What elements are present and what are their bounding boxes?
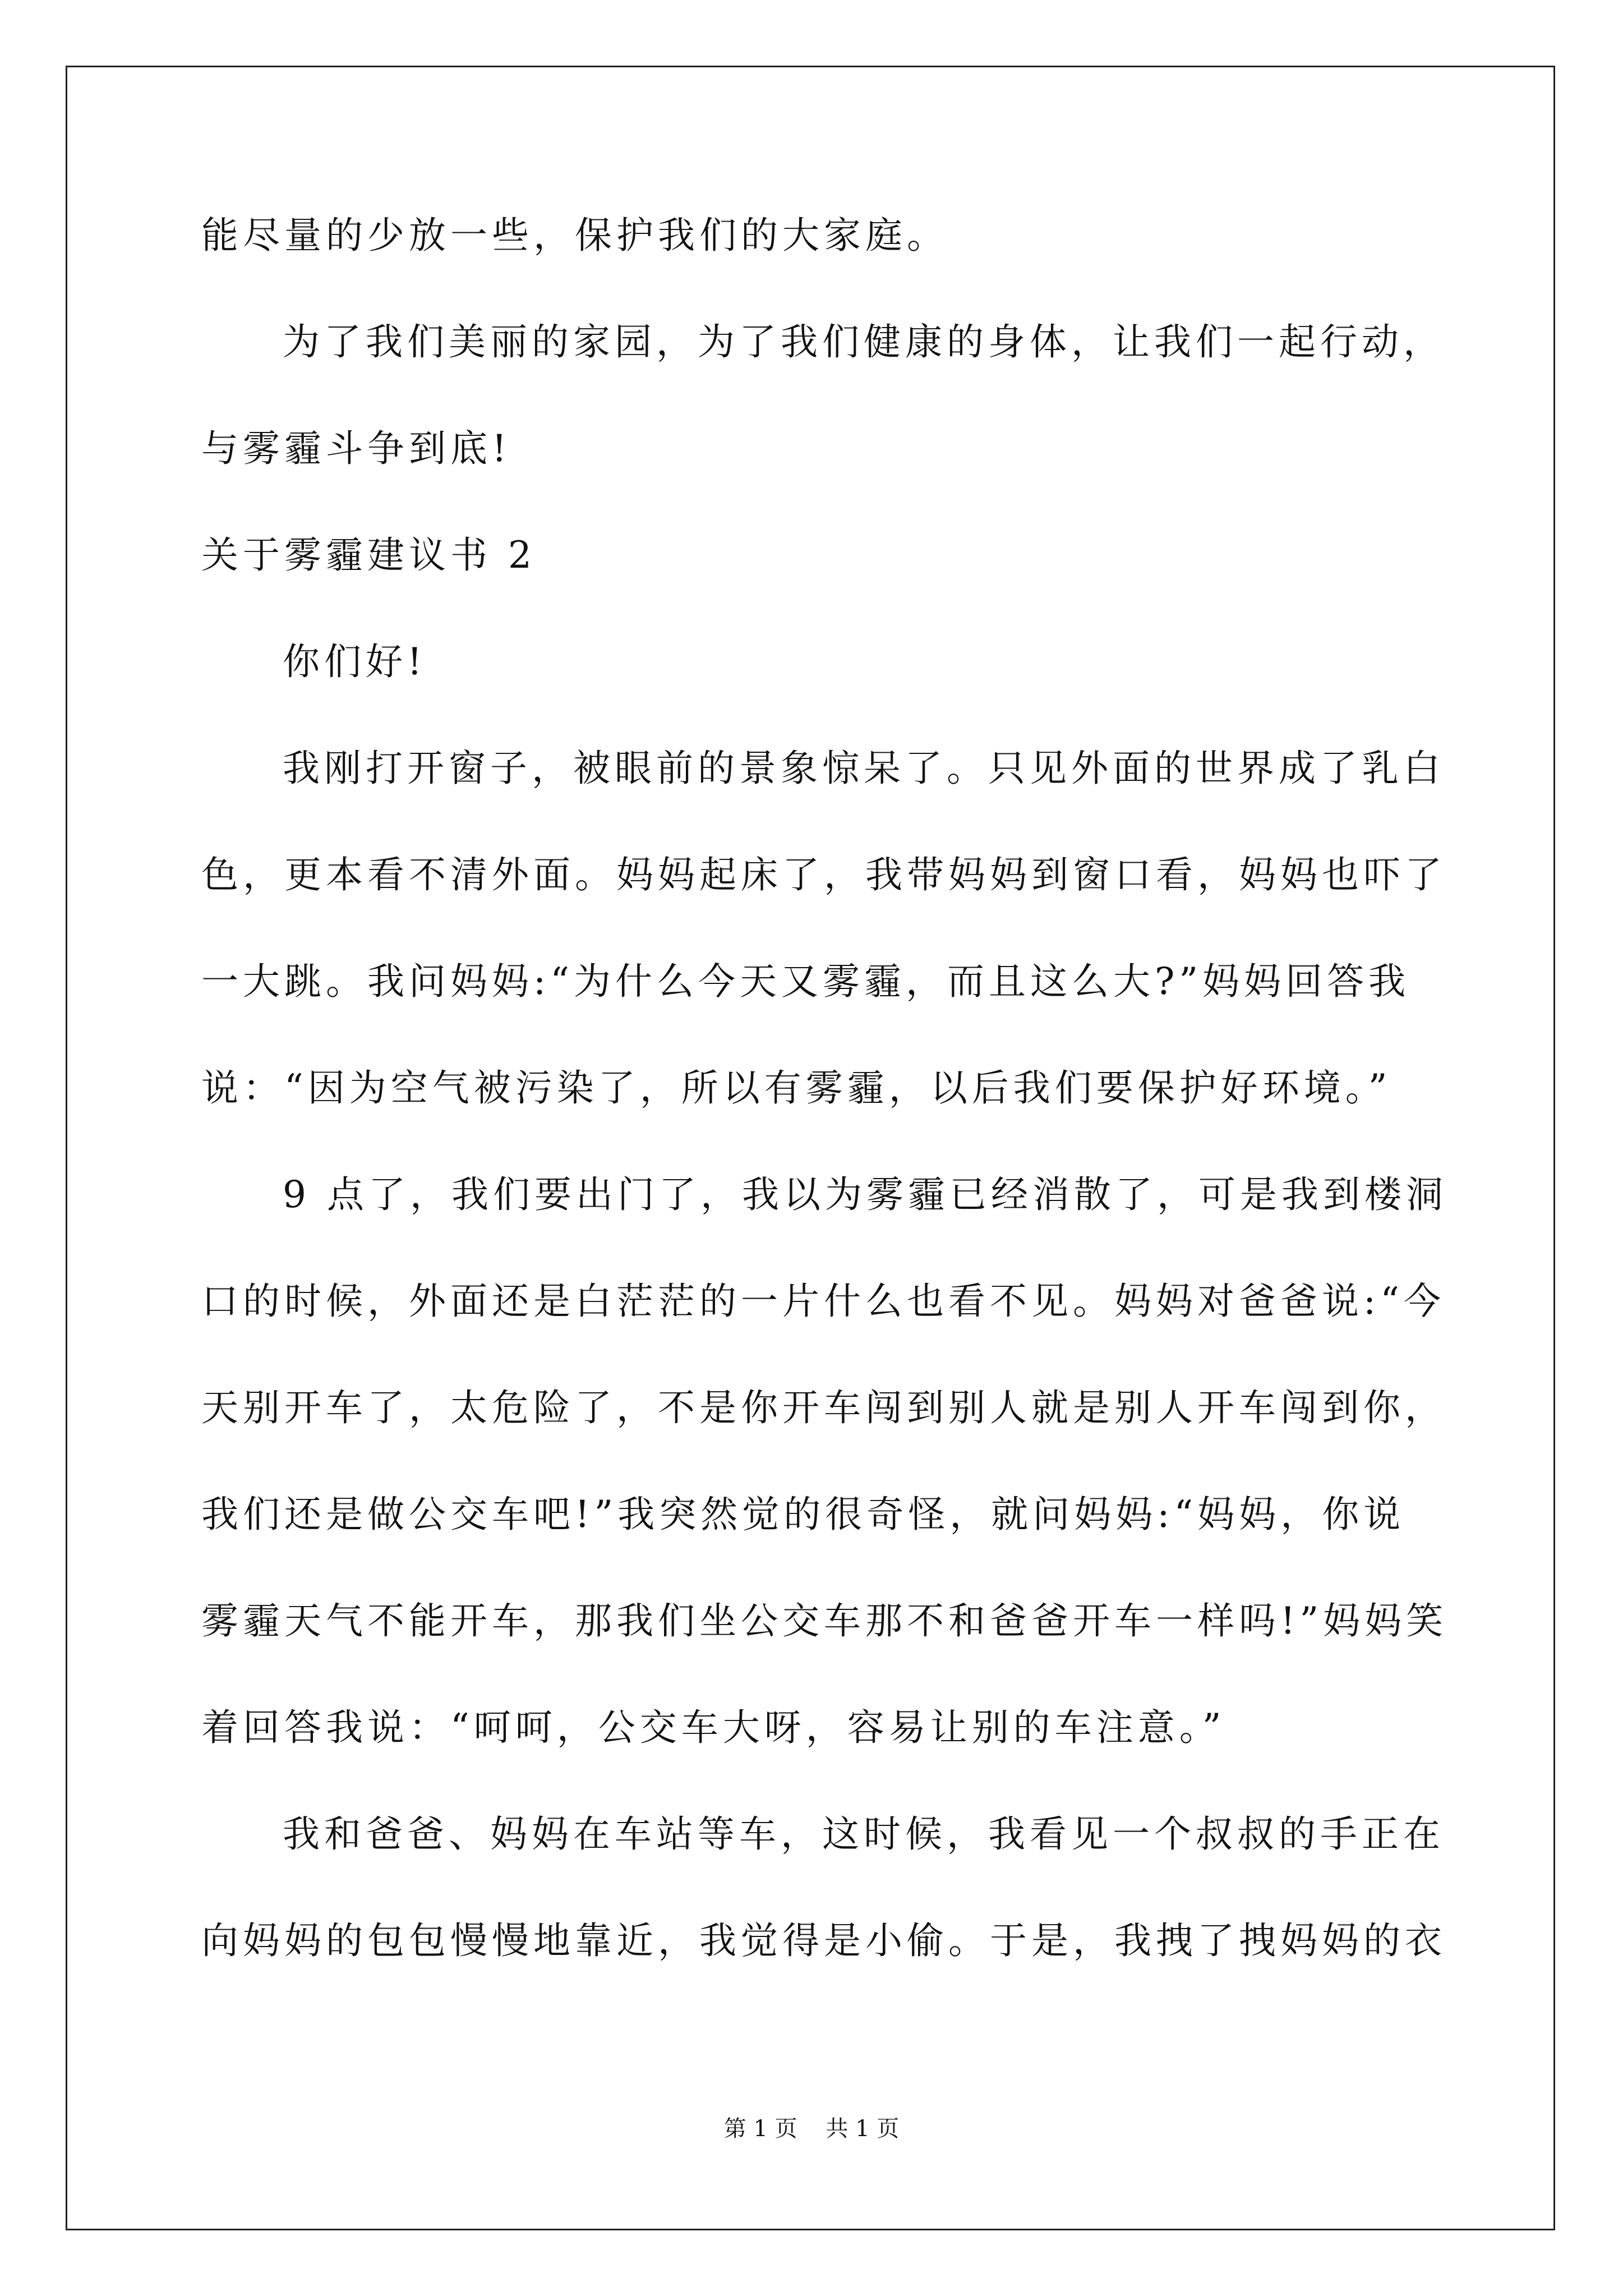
paragraph-line: 我们还是做公交车吧!”我突然觉的很奇怪，就问妈妈:“妈妈，你说 — [201, 1493, 1405, 1536]
page-border — [66, 66, 1555, 2230]
paragraph-line: 我刚打开窗子，被眼前的景象惊呆了。只见外面的世界成了乳白 — [283, 747, 1445, 790]
paragraph-line: 口的时候，外面还是白茫茫的一片什么也看不见。妈妈对爸爸说:“今 — [201, 1280, 1445, 1323]
paragraph-line: 天别开车了，太危险了，不是你开车闯到别人就是别人开车闯到你， — [201, 1386, 1446, 1429]
paragraph-line: 说：“因为空气被污染了，所以有雾霾，以后我们要保护好环境。” — [201, 1066, 1392, 1110]
paragraph-line: 着回答我说：“呵呵，公交车大呀，容易让别的车注意。” — [201, 1706, 1226, 1749]
paragraph-line: 我和爸爸、妈妈在车站等车，这时候，我看见一个叔叔的手正在 — [283, 1812, 1445, 1856]
paragraph-line: 一大跳。我问妈妈:“为什么今天又雾霾，而且这么大?”妈妈回答我 — [201, 960, 1410, 1003]
greeting-line: 你们好! — [283, 640, 427, 683]
paragraph-line: 为了我们美丽的家园，为了我们健康的身体，让我们一起行动， — [283, 320, 1445, 364]
section-heading: 关于雾霾建议书 2 — [201, 533, 536, 577]
paragraph-line: 雾霾天气不能开车，那我们坐公交车那不和爸爸开车一样吗!”妈妈笑 — [201, 1599, 1448, 1642]
paragraph-line: 9 点了，我们要出门了，我以为雾霾已经消散了，可是我到楼洞 — [283, 1173, 1447, 1216]
paragraph-line: 与雾霾斗争到底! — [201, 427, 511, 470]
paragraph-line: 向妈妈的包包慢慢地靠近，我觉得是小偷。于是，我拽了拽妈妈的衣 — [201, 1919, 1446, 1962]
paragraph-line: 色，更本看不清外面。妈妈起床了，我带妈妈到窗口看，妈妈也吓了 — [201, 853, 1446, 896]
page-footer: 第 1 页 共 1 页 — [723, 2116, 900, 2142]
paragraph-line: 能尽量的少放一些，保护我们的大家庭。 — [201, 214, 948, 257]
